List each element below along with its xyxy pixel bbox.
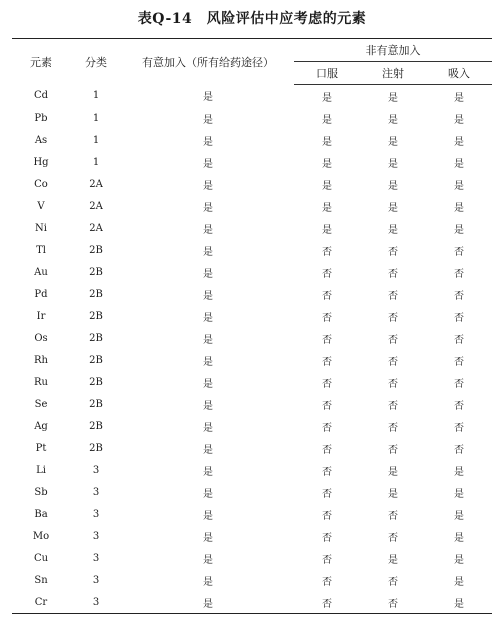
cell-intentional: 是 [203,202,213,214]
cell-inhalation: 否 [454,312,464,324]
cell-intentional: 是 [203,268,213,280]
cell-intentional: 是 [203,466,213,478]
cell-injection: 否 [388,400,398,412]
table-row [12,591,492,614]
cell-element: Pt [35,442,47,454]
cell-oral: 否 [322,290,332,302]
cell-element: Mo [32,530,50,542]
cell-intentional: 是 [203,246,213,258]
cell-inhalation: 是 [454,466,464,478]
cell-class: 3 [92,464,100,476]
table-row [12,415,492,437]
cell-intentional: 是 [203,554,213,566]
cell-inhalation: 是 [454,576,464,588]
cell-class: 2B [89,332,103,344]
cell-element: Rh [34,354,48,366]
cell-injection: 否 [388,378,398,390]
cell-class: 2B [89,354,103,366]
cell-class: 2B [89,310,103,322]
table-row [12,569,492,591]
cell-oral: 是 [322,202,332,214]
cell-element: Tl [36,244,46,256]
table-row [12,481,492,503]
cell-injection: 是 [388,92,398,104]
cell-oral: 否 [322,576,332,588]
cell-element: Ba [34,508,48,520]
cell-intentional: 是 [203,224,213,236]
cell-intentional: 是 [203,158,213,170]
cell-injection: 否 [388,510,398,522]
cell-element: Li [36,464,46,476]
cell-class: 1 [92,134,100,146]
cell-oral: 否 [322,378,332,390]
cell-element: Se [34,398,48,410]
header-class: 分类 [85,55,107,69]
cell-class: 2B [89,244,103,256]
cell-inhalation: 是 [454,510,464,522]
cell-class: 3 [92,552,100,564]
cell-element: Ni [35,222,47,234]
cell-oral: 否 [322,554,332,566]
cell-class: 3 [92,508,100,520]
cell-intentional: 是 [203,180,213,192]
cell-element: Co [34,178,48,190]
cell-element: Os [34,332,48,344]
cell-injection: 是 [388,180,398,192]
cell-oral: 否 [322,268,332,280]
cell-intentional: 是 [203,488,213,500]
cell-element: Pd [34,288,48,300]
cell-injection: 是 [388,488,398,500]
cell-intentional: 是 [203,378,213,390]
cell-injection: 否 [388,246,398,258]
table-row [12,195,492,217]
table-row [12,283,492,305]
table-row [12,393,492,415]
cell-class: 3 [70,591,122,614]
cell-element: V [37,200,45,212]
cell-element: Ru [34,376,48,388]
cell-inhalation: 是 [454,180,464,192]
table-row [12,85,492,108]
cell-class: 2B [89,398,103,410]
cell-class: 3 [92,530,100,542]
header-intentional: 有意加入（所有给药途径） [142,55,274,69]
cell-injection: 否 [388,268,398,280]
cell-element: Cr [12,591,70,614]
cell-inhalation: 否 [454,444,464,456]
cell-inhalation: 否 [454,422,464,434]
cell-element: Ag [34,420,48,432]
table-row [12,261,492,283]
cell-oral: 否 [322,466,332,478]
cell-class: 2B [89,376,103,388]
cell-element: Pb [34,112,48,124]
cell-inhalation: 否 [454,400,464,412]
cell-inhalation: 是 [454,532,464,544]
cell-oral: 是 [322,114,332,126]
cell-intentional: 是 [203,92,213,104]
cell-intentional: 是 [203,136,213,148]
cell-oral: 否 [322,510,332,522]
cell-element: Sn [34,574,48,586]
cell-oral: 否 [322,444,332,456]
cell-intentional: 是 [203,510,213,522]
cell-class: 1 [92,90,100,102]
cell-element: Cd [33,90,49,102]
cell-inhalation: 是 [454,224,464,236]
cell-inhalation: 是 [454,136,464,148]
cell-intentional: 是 [203,422,213,434]
table-row [12,459,492,481]
cell-class: 2B [89,288,103,300]
table-row [12,107,492,129]
cell-injection: 是 [388,114,398,126]
cell-injection: 否 [388,444,398,456]
cell-class: 3 [92,486,100,498]
cell-oral: 是 [322,136,332,148]
cell-inhalation: 是 [426,591,492,614]
header-unintentional: 非有意加入 [294,39,492,62]
cell-oral: 否 [322,312,332,324]
cell-injection: 否 [388,576,398,588]
cell-inhalation: 否 [454,290,464,302]
cell-intentional: 是 [203,400,213,412]
cell-class: 2A [89,222,103,234]
cell-oral: 是 [322,92,332,104]
cell-intentional: 是 [203,576,213,588]
cell-inhalation: 是 [454,114,464,126]
table-row [12,437,492,459]
table-header [12,39,492,85]
cell-oral: 是 [322,224,332,236]
cell-element: Au [34,266,48,278]
cell-inhalation: 是 [454,554,464,566]
table-row [12,547,492,569]
cell-inhalation: 否 [454,246,464,258]
cell-class: 1 [92,112,100,124]
table-row [12,349,492,371]
header-oral: 口服 [294,62,360,85]
cell-injection: 否 [388,356,398,368]
table-row [12,305,492,327]
header-inhalation: 吸入 [426,62,492,85]
cell-element: Sb [34,486,48,498]
cell-class: 2A [89,200,103,212]
cell-element: Hg [33,156,49,168]
cell-oral: 否 [294,591,360,614]
table-row [12,129,492,151]
cell-element: As [34,134,48,146]
cell-injection: 是 [388,202,398,214]
cell-class: 3 [92,574,100,586]
table-row [12,151,492,173]
table-row [12,239,492,261]
cell-inhalation: 否 [454,334,464,346]
cell-inhalation: 是 [454,202,464,214]
elements-table [12,38,492,614]
header-element: 元素 [30,55,52,69]
cell-intentional: 是 [203,114,213,126]
cell-injection: 是 [388,224,398,236]
table-row [12,503,492,525]
cell-oral: 否 [322,422,332,434]
cell-injection: 否 [388,312,398,324]
cell-injection: 是 [388,136,398,148]
table-row [12,371,492,393]
cell-intentional: 是 [203,334,213,346]
cell-injection: 否 [388,290,398,302]
cell-inhalation: 否 [454,268,464,280]
cell-injection: 否 [388,422,398,434]
cell-class: 1 [92,156,100,168]
header-injection: 注射 [360,62,426,85]
table-row [12,217,492,239]
table-title: 表Q-14 风险评估中应考虑的元素 [137,11,367,27]
cell-intentional: 是 [203,444,213,456]
cell-oral: 否 [322,400,332,412]
cell-inhalation: 否 [454,378,464,390]
cell-intentional: 是 [203,356,213,368]
cell-class: 2B [89,420,103,432]
cell-injection: 是 [388,466,398,478]
cell-oral: 否 [322,532,332,544]
cell-injection: 是 [388,158,398,170]
cell-class: 2B [89,442,103,454]
cell-oral: 是 [322,158,332,170]
cell-oral: 否 [322,246,332,258]
cell-intentional: 是 [122,591,294,614]
cell-element: Cu [33,552,49,564]
cell-intentional: 是 [203,290,213,302]
table-body [12,85,492,614]
cell-class: 2A [89,178,103,190]
cell-inhalation: 是 [454,92,464,104]
cell-intentional: 是 [203,312,213,324]
cell-oral: 否 [322,334,332,346]
cell-class: 2B [89,266,103,278]
cell-injection: 是 [388,554,398,566]
cell-element: Ir [36,310,46,322]
table-row [12,173,492,195]
cell-intentional: 是 [203,532,213,544]
cell-oral: 否 [322,488,332,500]
cell-oral: 否 [322,356,332,368]
cell-injection: 否 [360,591,426,614]
cell-injection: 否 [388,334,398,346]
cell-injection: 否 [388,532,398,544]
table-row [12,327,492,349]
table-row [12,525,492,547]
cell-oral: 是 [322,180,332,192]
cell-inhalation: 是 [454,158,464,170]
cell-inhalation: 否 [454,356,464,368]
cell-inhalation: 是 [454,488,464,500]
